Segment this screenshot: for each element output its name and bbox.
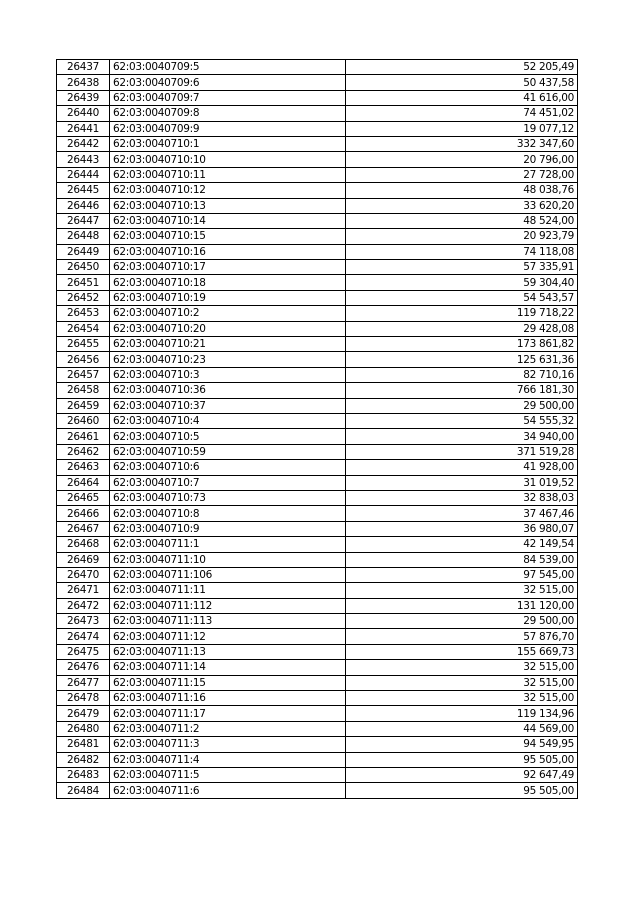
table-row xyxy=(57,537,578,552)
cadastral-number-cell: 62:03:0040711:1 xyxy=(110,537,346,552)
cadastral-number-cell: 62:03:0040711:106 xyxy=(110,567,346,582)
row-number-cell: 26441 xyxy=(57,121,110,136)
row-number-cell: 26445 xyxy=(57,183,110,198)
value-cell: 37 467,46 xyxy=(346,506,578,521)
value-cell: 31 019,52 xyxy=(346,475,578,490)
value-cell: 92 647,49 xyxy=(346,767,578,782)
cadastral-number-cell: 62:03:0040710:1 xyxy=(110,136,346,151)
cadastral-number-cell: 62:03:0040711:17 xyxy=(110,706,346,721)
table-row xyxy=(57,136,578,151)
value-cell: 57 876,70 xyxy=(346,629,578,644)
table-row xyxy=(57,198,578,213)
table-row xyxy=(57,383,578,398)
row-number-cell: 26478 xyxy=(57,691,110,706)
cadastral-number-cell: 62:03:0040710:9 xyxy=(110,521,346,536)
table-row xyxy=(57,60,578,75)
cadastral-number-cell: 62:03:0040711:12 xyxy=(110,629,346,644)
cadastral-number-cell: 62:03:0040711:11 xyxy=(110,583,346,598)
row-number-cell: 26468 xyxy=(57,537,110,552)
cadastral-number-cell: 62:03:0040709:9 xyxy=(110,121,346,136)
table-row xyxy=(57,614,578,629)
value-cell: 97 545,00 xyxy=(346,567,578,582)
value-cell: 74 451,02 xyxy=(346,106,578,121)
row-number-cell: 26450 xyxy=(57,260,110,275)
value-cell: 155 669,73 xyxy=(346,644,578,659)
cadastral-number-cell: 62:03:0040710:11 xyxy=(110,167,346,182)
row-number-cell: 26438 xyxy=(57,75,110,90)
row-number-cell: 26467 xyxy=(57,521,110,536)
cadastral-number-cell: 62:03:0040710:19 xyxy=(110,290,346,305)
value-cell: 32 515,00 xyxy=(346,583,578,598)
cadastral-number-cell: 62:03:0040711:2 xyxy=(110,721,346,736)
row-number-cell: 26458 xyxy=(57,383,110,398)
value-cell: 19 077,12 xyxy=(346,121,578,136)
cadastral-number-cell: 62:03:0040709:8 xyxy=(110,106,346,121)
table-row xyxy=(57,737,578,752)
row-number-cell: 26465 xyxy=(57,490,110,505)
row-number-cell: 26473 xyxy=(57,614,110,629)
table-row xyxy=(57,506,578,521)
table-row xyxy=(57,521,578,536)
cadastral-number-cell: 62:03:0040710:15 xyxy=(110,229,346,244)
cadastral-number-cell: 62:03:0040710:21 xyxy=(110,337,346,352)
row-number-cell: 26461 xyxy=(57,429,110,444)
cadastral-number-cell: 62:03:0040710:10 xyxy=(110,152,346,167)
cadastral-number-cell: 62:03:0040710:2 xyxy=(110,306,346,321)
table-row xyxy=(57,644,578,659)
row-number-cell: 26483 xyxy=(57,767,110,782)
value-cell: 50 437,58 xyxy=(346,75,578,90)
table-row xyxy=(57,691,578,706)
table-row xyxy=(57,306,578,321)
table-row xyxy=(57,567,578,582)
cadastral-number-cell: 62:03:0040710:59 xyxy=(110,444,346,459)
value-cell: 52 205,49 xyxy=(346,60,578,75)
row-number-cell: 26448 xyxy=(57,229,110,244)
cadastral-number-cell: 62:03:0040711:112 xyxy=(110,598,346,613)
row-number-cell: 26475 xyxy=(57,644,110,659)
row-number-cell: 26437 xyxy=(57,60,110,75)
value-cell: 32 838,03 xyxy=(346,490,578,505)
row-number-cell: 26449 xyxy=(57,244,110,259)
table-row xyxy=(57,675,578,690)
value-cell: 95 505,00 xyxy=(346,783,578,798)
row-number-cell: 26480 xyxy=(57,721,110,736)
value-cell: 371 519,28 xyxy=(346,444,578,459)
table-row xyxy=(57,121,578,136)
value-cell: 54 543,57 xyxy=(346,290,578,305)
row-number-cell: 26469 xyxy=(57,552,110,567)
value-cell: 20 923,79 xyxy=(346,229,578,244)
value-cell: 36 980,07 xyxy=(346,521,578,536)
table-row xyxy=(57,367,578,382)
value-cell: 48 038,76 xyxy=(346,183,578,198)
cadastral-number-cell: 62:03:0040710:20 xyxy=(110,321,346,336)
row-number-cell: 26455 xyxy=(57,337,110,352)
cadastral-number-cell: 62:03:0040711:4 xyxy=(110,752,346,767)
value-cell: 32 515,00 xyxy=(346,675,578,690)
value-cell: 44 569,00 xyxy=(346,721,578,736)
row-number-cell: 26471 xyxy=(57,583,110,598)
table-row xyxy=(57,321,578,336)
cadastral-number-cell: 62:03:0040710:4 xyxy=(110,413,346,428)
row-number-cell: 26462 xyxy=(57,444,110,459)
cadastral-number-cell: 62:03:0040710:37 xyxy=(110,398,346,413)
table-row xyxy=(57,783,578,798)
cadastral-number-cell: 62:03:0040711:3 xyxy=(110,737,346,752)
cadastral-number-cell: 62:03:0040711:14 xyxy=(110,660,346,675)
cadastral-number-cell: 62:03:0040711:15 xyxy=(110,675,346,690)
row-number-cell: 26474 xyxy=(57,629,110,644)
value-cell: 125 631,36 xyxy=(346,352,578,367)
cadastral-number-cell: 62:03:0040709:6 xyxy=(110,75,346,90)
value-cell: 33 620,20 xyxy=(346,198,578,213)
row-number-cell: 26472 xyxy=(57,598,110,613)
value-cell: 95 505,00 xyxy=(346,752,578,767)
cadastral-number-cell: 62:03:0040710:8 xyxy=(110,506,346,521)
row-number-cell: 26444 xyxy=(57,167,110,182)
table-row xyxy=(57,75,578,90)
value-cell: 29 500,00 xyxy=(346,398,578,413)
row-number-cell: 26440 xyxy=(57,106,110,121)
cadastral-number-cell: 62:03:0040711:16 xyxy=(110,691,346,706)
value-cell: 41 616,00 xyxy=(346,90,578,105)
row-number-cell: 26463 xyxy=(57,460,110,475)
cadastral-number-cell: 62:03:0040710:18 xyxy=(110,275,346,290)
table-row xyxy=(57,444,578,459)
table-row xyxy=(57,106,578,121)
cadastral-number-cell: 62:03:0040711:113 xyxy=(110,614,346,629)
table-row xyxy=(57,152,578,167)
cadastral-number-cell: 62:03:0040711:13 xyxy=(110,644,346,659)
table-row xyxy=(57,583,578,598)
table-row xyxy=(57,475,578,490)
value-cell: 84 539,00 xyxy=(346,552,578,567)
table-row xyxy=(57,752,578,767)
cadastral-number-cell: 62:03:0040710:14 xyxy=(110,213,346,228)
row-number-cell: 26482 xyxy=(57,752,110,767)
value-cell: 131 120,00 xyxy=(346,598,578,613)
value-cell: 34 940,00 xyxy=(346,429,578,444)
value-cell: 42 149,54 xyxy=(346,537,578,552)
cadastral-number-cell: 62:03:0040710:73 xyxy=(110,490,346,505)
row-number-cell: 26466 xyxy=(57,506,110,521)
table-row xyxy=(57,490,578,505)
row-number-cell: 26456 xyxy=(57,352,110,367)
cadastral-number-cell: 62:03:0040710:6 xyxy=(110,460,346,475)
cadastral-number-cell: 62:03:0040709:5 xyxy=(110,60,346,75)
value-cell: 29 428,08 xyxy=(346,321,578,336)
row-number-cell: 26443 xyxy=(57,152,110,167)
table-row xyxy=(57,244,578,259)
row-number-cell: 26476 xyxy=(57,660,110,675)
row-number-cell: 26479 xyxy=(57,706,110,721)
table-row xyxy=(57,552,578,567)
row-number-cell: 26442 xyxy=(57,136,110,151)
cadastral-number-cell: 62:03:0040710:36 xyxy=(110,383,346,398)
value-cell: 32 515,00 xyxy=(346,660,578,675)
cadastral-number-cell: 62:03:0040711:10 xyxy=(110,552,346,567)
table-row xyxy=(57,598,578,613)
cadastral-number-cell: 62:03:0040710:16 xyxy=(110,244,346,259)
row-number-cell: 26460 xyxy=(57,413,110,428)
value-cell: 57 335,91 xyxy=(346,260,578,275)
table-body xyxy=(57,60,578,799)
row-number-cell: 26457 xyxy=(57,367,110,382)
table-row xyxy=(57,721,578,736)
value-cell: 29 500,00 xyxy=(346,614,578,629)
table-row xyxy=(57,260,578,275)
table-row xyxy=(57,183,578,198)
value-cell: 94 549,95 xyxy=(346,737,578,752)
value-cell: 119 718,22 xyxy=(346,306,578,321)
cadastral-number-cell: 62:03:0040709:7 xyxy=(110,90,346,105)
value-cell: 74 118,08 xyxy=(346,244,578,259)
row-number-cell: 26454 xyxy=(57,321,110,336)
value-cell: 41 928,00 xyxy=(346,460,578,475)
row-number-cell: 26481 xyxy=(57,737,110,752)
table-row xyxy=(57,213,578,228)
table-row xyxy=(57,660,578,675)
row-number-cell: 26459 xyxy=(57,398,110,413)
row-number-cell: 26470 xyxy=(57,567,110,582)
value-cell: 82 710,16 xyxy=(346,367,578,382)
cadastral-number-cell: 62:03:0040710:5 xyxy=(110,429,346,444)
table-row xyxy=(57,275,578,290)
table-row xyxy=(57,290,578,305)
table-row xyxy=(57,706,578,721)
table-row xyxy=(57,629,578,644)
value-cell: 119 134,96 xyxy=(346,706,578,721)
cadastral-number-cell: 62:03:0040710:12 xyxy=(110,183,346,198)
row-number-cell: 26447 xyxy=(57,213,110,228)
row-number-cell: 26477 xyxy=(57,675,110,690)
table-row xyxy=(57,167,578,182)
table-row xyxy=(57,767,578,782)
value-cell: 766 181,30 xyxy=(346,383,578,398)
row-number-cell: 26484 xyxy=(57,783,110,798)
value-cell: 48 524,00 xyxy=(346,213,578,228)
cadastral-number-cell: 62:03:0040710:23 xyxy=(110,352,346,367)
table-row xyxy=(57,337,578,352)
table-row xyxy=(57,229,578,244)
value-cell: 54 555,32 xyxy=(346,413,578,428)
cadastral-number-cell: 62:03:0040710:3 xyxy=(110,367,346,382)
row-number-cell: 26464 xyxy=(57,475,110,490)
table-row xyxy=(57,90,578,105)
value-cell: 32 515,00 xyxy=(346,691,578,706)
row-number-cell: 26446 xyxy=(57,198,110,213)
cadastral-number-cell: 62:03:0040710:7 xyxy=(110,475,346,490)
cadastral-number-cell: 62:03:0040710:17 xyxy=(110,260,346,275)
row-number-cell: 26439 xyxy=(57,90,110,105)
table-row xyxy=(57,352,578,367)
value-cell: 59 304,40 xyxy=(346,275,578,290)
value-cell: 173 861,82 xyxy=(346,337,578,352)
row-number-cell: 26452 xyxy=(57,290,110,305)
table-row xyxy=(57,398,578,413)
table-row xyxy=(57,460,578,475)
table-row xyxy=(57,413,578,428)
row-number-cell: 26453 xyxy=(57,306,110,321)
value-cell: 332 347,60 xyxy=(346,136,578,151)
table-row xyxy=(57,429,578,444)
cadastral-number-cell: 62:03:0040711:6 xyxy=(110,783,346,798)
cadastral-number-cell: 62:03:0040711:5 xyxy=(110,767,346,782)
value-cell: 27 728,00 xyxy=(346,167,578,182)
row-number-cell: 26451 xyxy=(57,275,110,290)
data-table xyxy=(56,59,578,799)
cadastral-number-cell: 62:03:0040710:13 xyxy=(110,198,346,213)
value-cell: 20 796,00 xyxy=(346,152,578,167)
